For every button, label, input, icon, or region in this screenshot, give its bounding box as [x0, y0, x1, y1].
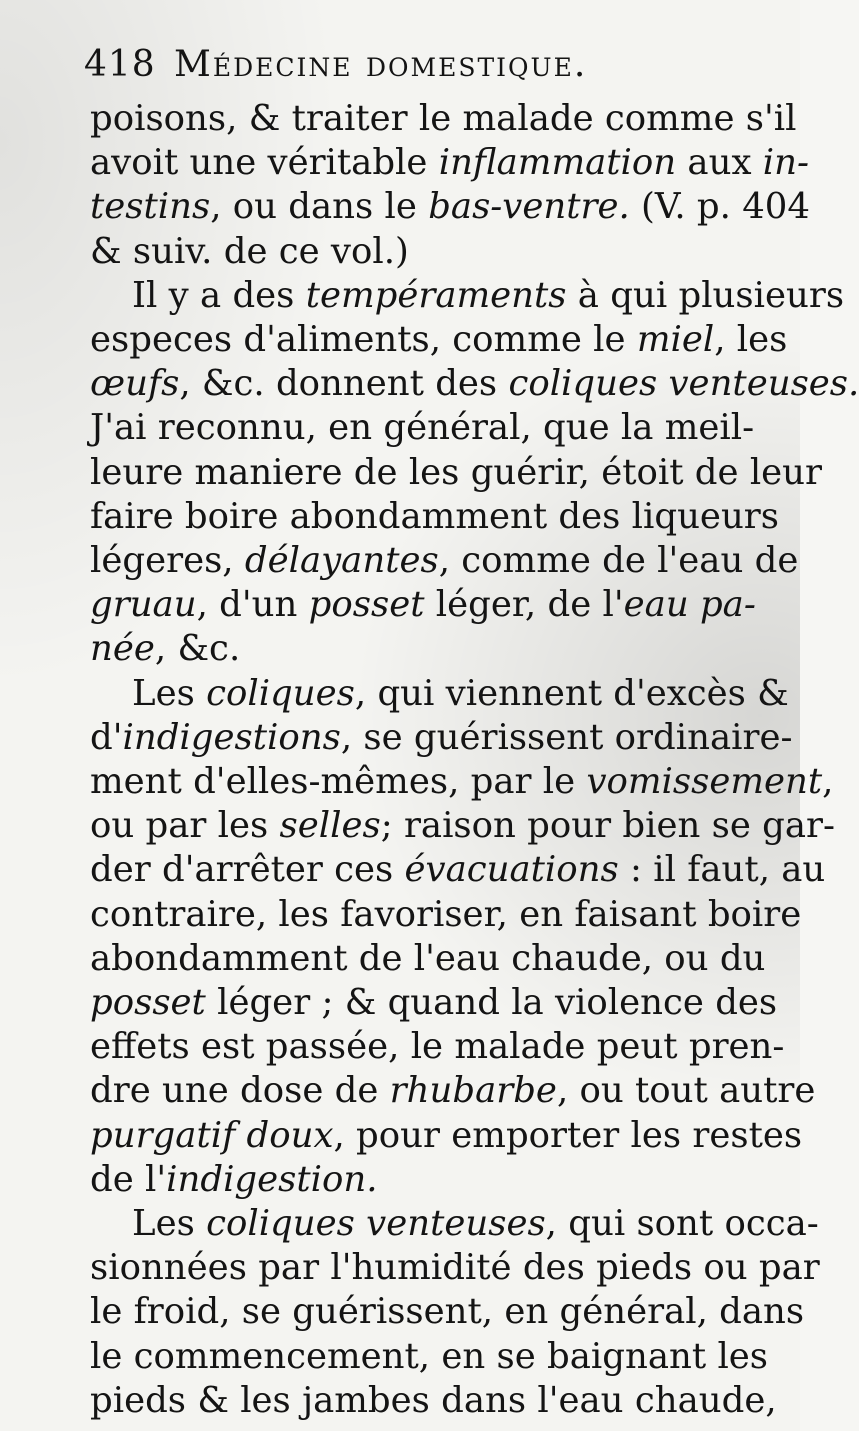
italic-text: posset [308, 584, 425, 626]
text-line [90, 539, 799, 583]
text-run: , qui sont occa- [545, 1203, 819, 1244]
text-run: Il y a des [132, 274, 306, 316]
text-line [90, 981, 778, 1025]
text-run: aux [676, 142, 763, 184]
italic-text: purgatif doux [90, 1114, 334, 1156]
text-run: , pour emporter les restes [333, 1114, 803, 1156]
text-run: le commencement, en se baignant les [90, 1335, 769, 1377]
text-run: , &c. [154, 628, 241, 670]
italic-text: gruau [90, 584, 197, 626]
text-line [90, 1069, 816, 1113]
text-line [90, 848, 826, 892]
text-line [90, 141, 809, 185]
page-header [84, 44, 744, 96]
italic-text: tempéraments [305, 274, 567, 316]
italic-text: bas-ventre. [428, 186, 630, 228]
italic-text: posset [90, 982, 206, 1023]
italic-text: coliques [206, 672, 355, 714]
text-line [90, 672, 789, 716]
italic-text: eau pa- [623, 584, 756, 626]
italic-text: coliques venteuses [206, 1203, 546, 1244]
text-run: sionnées par l'humidité des pieds ou par [90, 1247, 820, 1289]
page-number: 418 [84, 44, 156, 85]
text-line [90, 1246, 820, 1290]
text-run: , se guérissent ordinaire- [340, 716, 793, 758]
text-line [90, 1202, 819, 1246]
text-run: léger ; & quand la violence des [205, 982, 778, 1023]
text-line [90, 760, 834, 804]
text-run: légeres, [90, 540, 245, 581]
text-run: Les [132, 1203, 207, 1244]
text-line [90, 1158, 750, 1202]
text-run: effets est passée, le malade peut pren- [90, 1026, 785, 1068]
text-run: : il faut, au [618, 849, 826, 891]
text-line [90, 893, 802, 937]
text-line [90, 318, 788, 362]
italic-text: inflammation [438, 142, 677, 184]
text-run: ; raison pour bien se gar- [380, 805, 835, 847]
text-run: faire boire abondamment des liqueurs [90, 495, 779, 537]
text-line [90, 362, 859, 406]
text-run: , les [714, 319, 788, 360]
text-line [90, 1335, 769, 1379]
text-line [90, 451, 823, 495]
text-run: (V. p. 404 [629, 186, 810, 228]
text-line [90, 97, 797, 141]
italic-text: délayantes [244, 540, 439, 581]
text-run: contraire, les favoriser, en faisant boire [90, 893, 802, 935]
text-run: abondamment de l'eau chaude, ou du [90, 937, 766, 979]
text-line [90, 274, 845, 318]
text-line [90, 583, 756, 627]
text-run: especes d'aliments, comme le [90, 319, 637, 360]
text-run: le froid, se guérissent, en général, dans [90, 1291, 805, 1333]
text-run: , ou tout autre [556, 1070, 816, 1112]
text-run: d' [90, 716, 123, 758]
text-line [90, 406, 755, 450]
italic-text: coliques venteuses. [508, 363, 859, 405]
text-line [90, 1114, 803, 1158]
text-run: , qui viennent d'excès & [354, 672, 789, 714]
italic-text: in- [762, 142, 809, 184]
text-run: , d'un [196, 584, 309, 626]
italic-text: évacuations [404, 849, 619, 891]
text-run: pieds & les jambes dans l'eau chaude, [90, 1379, 777, 1421]
text-line [90, 1290, 805, 1334]
text-line [90, 627, 750, 671]
text-run: ment d'elles-mêmes, par le [90, 761, 587, 802]
text-run: J'ai reconnu, en général, que la meil- [90, 407, 755, 449]
italic-text: testins [90, 186, 211, 228]
text-run: avoit une véritable [90, 142, 439, 184]
italic-text: indigestions [122, 716, 341, 758]
text-line [90, 495, 779, 539]
text-run: , comme de l'eau de [438, 540, 799, 581]
text-run: , ou dans le [210, 186, 429, 228]
running-title: Médecine domestique. [174, 44, 588, 85]
italic-text: œufs [90, 363, 180, 405]
italic-text: née [90, 628, 155, 670]
italic-text: vomissement [586, 761, 823, 802]
text-run: & suiv. de ce vol.) [90, 230, 409, 272]
italic-text: rhubarbe [389, 1070, 557, 1112]
text-line [90, 1379, 777, 1423]
text-line [90, 185, 810, 229]
text-run: dre une dose de [90, 1070, 390, 1112]
text-run: , &c. donnent des [179, 363, 509, 405]
text-run: à qui plusieurs [566, 274, 845, 316]
text-run: , [822, 761, 834, 802]
text-run: de l' [90, 1158, 167, 1200]
text-line [90, 1025, 785, 1069]
italic-text: miel [636, 319, 715, 360]
text-line [90, 937, 766, 981]
text-run: poisons, & traiter le malade comme s'il [90, 98, 797, 139]
italic-text: selles [279, 805, 381, 847]
text-run: ou par les [90, 805, 280, 847]
text-run: Les [132, 672, 207, 714]
text-run: der d'arrêter ces [90, 849, 405, 891]
text-line [90, 230, 750, 274]
text-run: leure maniere de les guérir, étoit de leur [90, 451, 823, 493]
text-line [90, 716, 793, 760]
text-run: léger, de l' [424, 584, 624, 626]
text-line [90, 804, 835, 848]
italic-text: indigestion. [166, 1158, 378, 1200]
